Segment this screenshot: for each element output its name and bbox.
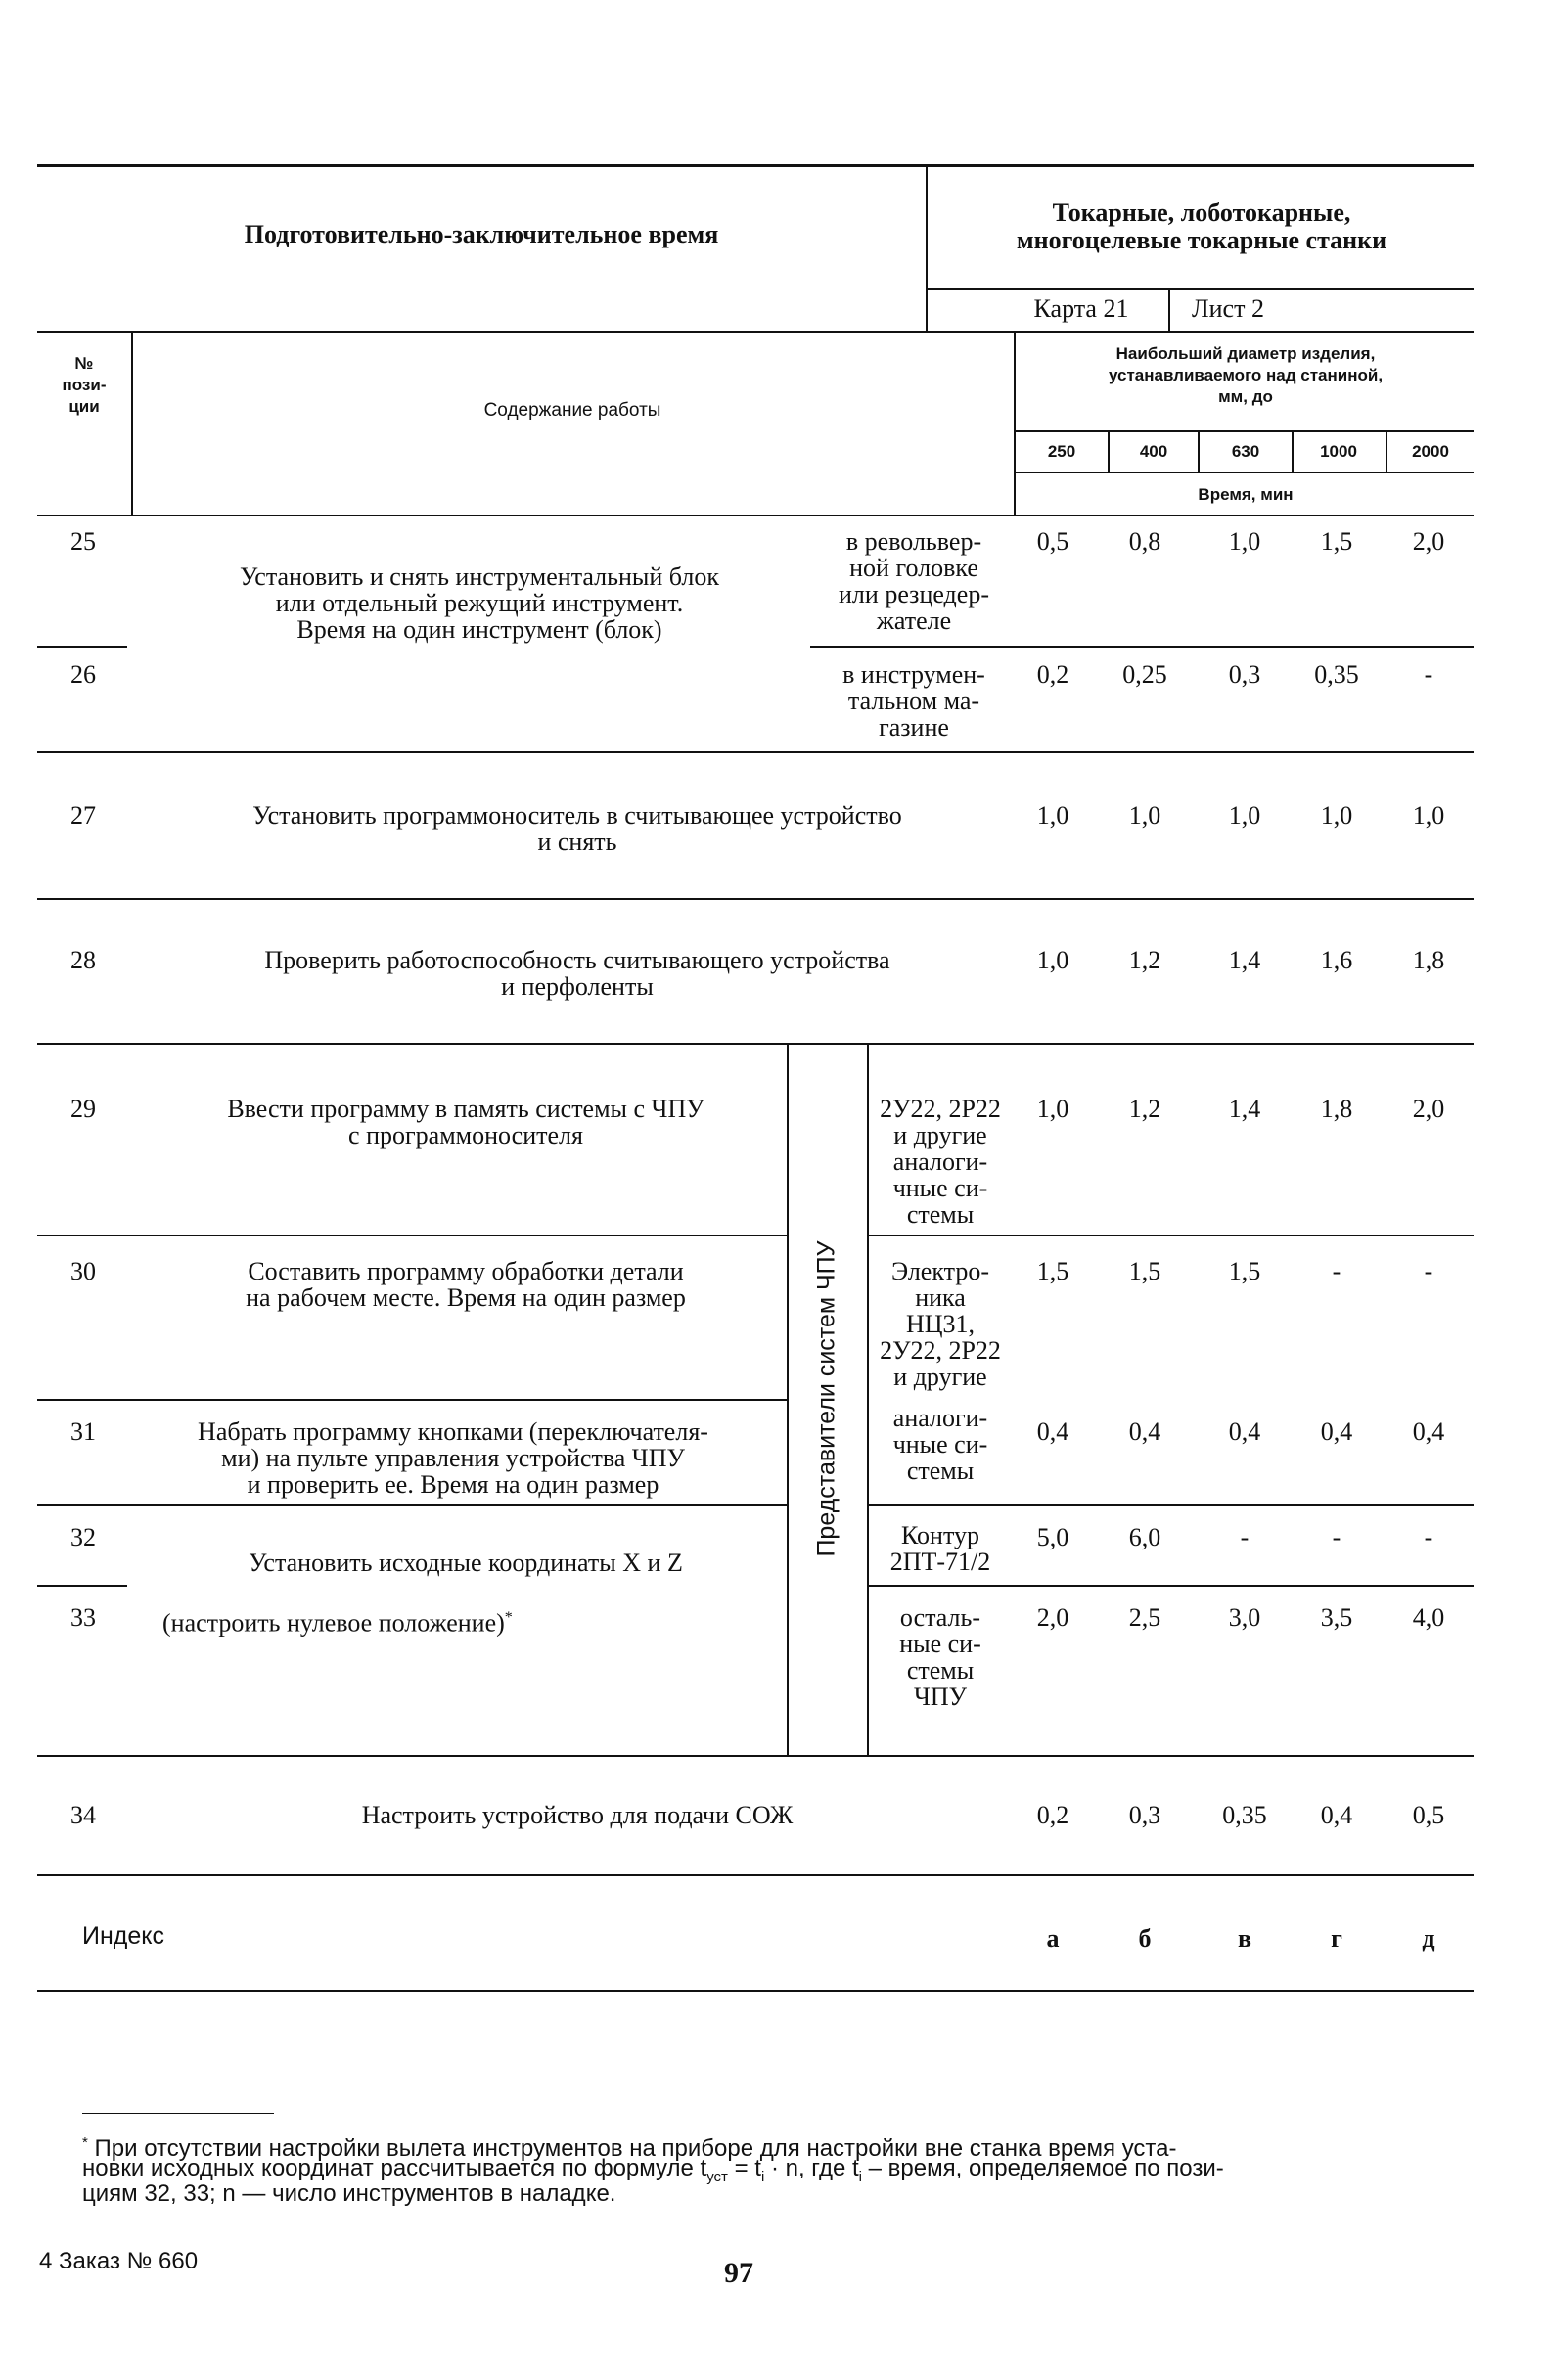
diam-header-1: Наибольший диаметр изделия, bbox=[1115, 344, 1376, 363]
column-header-bottom-rule bbox=[37, 515, 1474, 516]
row-28-number: 28 bbox=[70, 946, 96, 974]
row-31-bottom-rule-left bbox=[37, 1504, 787, 1506]
row-30-text-2: на рабочем месте. Время на один размер bbox=[246, 1283, 686, 1312]
row-26-v630: 0,3 bbox=[1228, 660, 1261, 689]
row-32-33-text-1: Установить исходные координаты X и Z bbox=[249, 1549, 683, 1577]
row-33-bottom-rule bbox=[37, 1755, 1474, 1757]
row-34-v2000: 0,5 bbox=[1412, 1801, 1445, 1829]
header-title-right-2: многоцелевые токарные станки bbox=[1016, 226, 1387, 254]
footnote-ref: * bbox=[504, 1609, 513, 1626]
row-28-text-2: и перфоленты bbox=[501, 972, 654, 1001]
diam-630: 630 bbox=[1231, 442, 1260, 461]
row-32-33-text-2: (настроить нулевое положение) bbox=[162, 1608, 505, 1638]
row-32-v1000: - bbox=[1332, 1523, 1341, 1551]
index-g: г bbox=[1331, 1924, 1342, 1953]
row-31-v400: 0,4 bbox=[1128, 1417, 1161, 1446]
row-30-sys-1: Электро- bbox=[891, 1257, 989, 1285]
row-29-sys-2: и другие bbox=[893, 1121, 987, 1149]
row-34-bottom-rule bbox=[37, 1874, 1474, 1876]
row-32-33-text-2-wrap bbox=[162, 1604, 513, 1637]
row-31-v630: 0,4 bbox=[1228, 1417, 1261, 1446]
row-33-number: 33 bbox=[70, 1603, 96, 1632]
row-33-sys-3: стемы bbox=[906, 1656, 975, 1684]
row-25-v2000: 2,0 bbox=[1412, 527, 1445, 556]
card-sheet-divider bbox=[1168, 288, 1170, 331]
row-26-v2000: - bbox=[1424, 660, 1433, 689]
diam-header-3: мм, до bbox=[1218, 387, 1273, 406]
row-30-v630: 1,5 bbox=[1228, 1257, 1261, 1285]
row-25-26-text-3: Время на один инструмент (блок) bbox=[296, 615, 662, 644]
diam-header-2: устанавливаемого над станиной, bbox=[1108, 366, 1384, 384]
row-30-v250: 1,5 bbox=[1036, 1257, 1069, 1285]
row-33-v1000: 3,5 bbox=[1320, 1603, 1353, 1632]
row-33-v2000: 4,0 bbox=[1412, 1603, 1445, 1632]
cnc-side-label-box bbox=[788, 1043, 866, 1755]
header-title-left: Подготовительно-заключительное время bbox=[244, 220, 719, 248]
row-31-bottom-rule-right bbox=[867, 1504, 1474, 1506]
pos-header-1: № bbox=[74, 354, 94, 373]
row-28-v1000: 1,6 bbox=[1320, 946, 1353, 974]
row-25-split-left bbox=[37, 646, 127, 648]
row-29-v400: 1,2 bbox=[1128, 1095, 1161, 1123]
index-label: Индекс bbox=[82, 1922, 164, 1950]
row-33-sys-2: ные си- bbox=[899, 1630, 981, 1658]
row-28-v2000: 1,8 bbox=[1412, 946, 1445, 974]
row-29-bottom-rule-left bbox=[37, 1235, 787, 1236]
row-32-v250: 5,0 bbox=[1036, 1523, 1069, 1551]
row-25-26-text-2: или отдельный режущий инструмент. bbox=[275, 589, 684, 617]
footnote-rule bbox=[82, 2113, 274, 2114]
row-25-split-right bbox=[810, 646, 1474, 648]
row-29-text-2: с программоносителя bbox=[348, 1121, 583, 1149]
row-30-text-1: Составить программу обработки детали bbox=[248, 1257, 684, 1285]
row-31-text-1: Набрать программу кнопками (переключателя- bbox=[198, 1417, 708, 1446]
row-25-sub-4: жателе bbox=[876, 606, 952, 635]
row-27-text-1: Установить программоноситель в считывающее устройство bbox=[252, 801, 902, 830]
row-34-text: Настроить устройство для подачи СОЖ bbox=[361, 1801, 794, 1829]
row-32-number: 32 bbox=[70, 1523, 96, 1551]
row-31-text-2: ми) на пульте управления устройства ЧПУ bbox=[221, 1444, 685, 1472]
pos-header-3: ции bbox=[68, 397, 100, 416]
row-29-v250: 1,0 bbox=[1036, 1095, 1069, 1123]
row-26-bottom-rule bbox=[37, 751, 1474, 753]
row-26-v250: 0,2 bbox=[1036, 660, 1069, 689]
footnote-sub-i2: i bbox=[858, 2168, 862, 2185]
row-32-split-left bbox=[37, 1585, 127, 1587]
row-27-v2000: 1,0 bbox=[1412, 801, 1445, 830]
content-header: Содержание работы bbox=[483, 400, 661, 421]
time-header: Время, мин bbox=[1198, 485, 1294, 504]
row-25-sub-2: ной головке bbox=[849, 554, 978, 582]
footnote-text-2c: · n, где t bbox=[764, 2155, 859, 2181]
diam-1000: 1000 bbox=[1320, 442, 1357, 461]
index-b: б bbox=[1138, 1924, 1152, 1953]
row-29-sys-3: аналоги- bbox=[892, 1147, 988, 1176]
row-30-bottom-rule bbox=[37, 1399, 787, 1401]
row-31-number: 31 bbox=[70, 1417, 96, 1446]
row-33-sys-4: ЧПУ bbox=[913, 1683, 968, 1711]
row-26-sub-2: тальном ма- bbox=[847, 687, 980, 715]
header-title-right-1: Токарные, лоботокарные, bbox=[1052, 199, 1351, 227]
row-28-v630: 1,4 bbox=[1228, 946, 1261, 974]
diam-values-rule-top bbox=[1014, 430, 1474, 432]
row-31-text-3: и проверить ее. Время на один размер bbox=[247, 1470, 659, 1499]
row-34-v630: 0,35 bbox=[1222, 1801, 1267, 1829]
index-a: а bbox=[1046, 1924, 1060, 1953]
cnc-side-label: Представители систем ЧПУ bbox=[812, 1240, 841, 1557]
row-30-number: 30 bbox=[70, 1257, 96, 1285]
row-30-sys-5: и другие bbox=[893, 1363, 987, 1391]
row-34-v400: 0,3 bbox=[1128, 1801, 1161, 1829]
row-30-sys-4: 2У22, 2Р22 bbox=[880, 1336, 1001, 1365]
row-31-v250: 0,4 bbox=[1036, 1417, 1069, 1446]
header-bottom-rule bbox=[37, 331, 1474, 333]
table-bottom-rule bbox=[37, 1990, 1474, 1992]
row-29-v2000: 2,0 bbox=[1412, 1095, 1445, 1123]
footnote-mark: * bbox=[82, 2134, 88, 2151]
row-25-sub-1: в револьвер- bbox=[845, 527, 982, 556]
row-34-number: 34 bbox=[70, 1801, 96, 1829]
row-33-v250: 2,0 bbox=[1036, 1603, 1069, 1632]
row-32-v2000: - bbox=[1424, 1523, 1433, 1551]
pos-col-divider bbox=[131, 331, 133, 515]
page-number: 97 bbox=[724, 2257, 753, 2289]
row-25-v630: 1,0 bbox=[1228, 527, 1261, 556]
row-26-v1000: 0,35 bbox=[1314, 660, 1359, 689]
row-29-number: 29 bbox=[70, 1095, 96, 1123]
row-27-text-2: и снять bbox=[537, 828, 617, 856]
row-29-sys-1: 2У22, 2Р22 bbox=[880, 1095, 1001, 1123]
row-28-bottom-rule bbox=[37, 1043, 1474, 1045]
row-28-text-1: Проверить работоспособность считывающего устройства bbox=[264, 946, 890, 974]
row-27-bottom-rule bbox=[37, 898, 1474, 900]
row-31-sys-1: аналоги- bbox=[892, 1404, 988, 1432]
row-26-sub-3: газине bbox=[879, 713, 949, 741]
footnote-text-2a: новки исходных координат рассчитывается по формуле t bbox=[82, 2155, 707, 2181]
row-30-sys-2: ника bbox=[915, 1283, 966, 1312]
row-30-v400: 1,5 bbox=[1128, 1257, 1161, 1285]
diam-values-rule-bottom bbox=[1014, 472, 1474, 473]
row-32-split-right bbox=[867, 1585, 1474, 1587]
card-label: Карта 21 bbox=[1033, 294, 1129, 323]
row-25-v1000: 1,5 bbox=[1320, 527, 1353, 556]
footnote-sub-ust: уст bbox=[706, 2168, 728, 2185]
row-30-sys-3: НЦ31, bbox=[905, 1310, 976, 1338]
diam-col-divider bbox=[1014, 331, 1016, 515]
diam-250: 250 bbox=[1047, 442, 1076, 461]
row-33-v400: 2,5 bbox=[1128, 1603, 1161, 1632]
row-30-v2000: - bbox=[1424, 1257, 1433, 1285]
row-27-number: 27 bbox=[70, 801, 96, 830]
row-29-bottom-rule-right bbox=[867, 1235, 1474, 1236]
d-div-2 bbox=[1198, 430, 1200, 472]
footnote-line-3: циям 32, 33; n — число инструментов в наладке. bbox=[82, 2180, 616, 2207]
sheet-label: Лист 2 bbox=[1192, 294, 1264, 323]
row-31-v1000: 0,4 bbox=[1320, 1417, 1353, 1446]
row-33-v630: 3,0 bbox=[1228, 1603, 1261, 1632]
row-27-v250: 1,0 bbox=[1036, 801, 1069, 830]
card-rule-top bbox=[926, 288, 1474, 290]
header-divider bbox=[926, 164, 928, 331]
row-31-v2000: 0,4 bbox=[1412, 1417, 1445, 1446]
pos-header-2: пози- bbox=[62, 376, 107, 394]
row-31-sys-3: стемы bbox=[906, 1457, 975, 1485]
row-28-v400: 1,2 bbox=[1128, 946, 1161, 974]
row-28-v250: 1,0 bbox=[1036, 946, 1069, 974]
diam-2000: 2000 bbox=[1412, 442, 1449, 461]
row-26-sub-1: в инструмен- bbox=[842, 660, 985, 689]
row-32-v630: - bbox=[1240, 1523, 1250, 1551]
row-25-number: 25 bbox=[70, 527, 96, 556]
footnote-text-2b: = t bbox=[727, 2155, 761, 2181]
row-32-sys-1: Контур bbox=[901, 1521, 979, 1549]
row-32-v400: 6,0 bbox=[1128, 1523, 1161, 1551]
row-25-v400: 0,8 bbox=[1128, 527, 1161, 556]
row-25-sub-3: или резцедер- bbox=[839, 580, 989, 608]
row-25-26-text-1: Установить и снять инструментальный блок bbox=[240, 562, 719, 591]
row-31-sys-2: чные си- bbox=[892, 1430, 988, 1459]
order-number: 4 Заказ № 660 bbox=[39, 2248, 199, 2274]
footnote-sub-i1: i bbox=[760, 2168, 765, 2185]
index-v: в bbox=[1237, 1924, 1252, 1953]
row-29-text-1: Ввести программу в память системы с ЧПУ bbox=[227, 1095, 704, 1123]
row-26-number: 26 bbox=[70, 660, 96, 689]
row-29-sys-4: чные си- bbox=[892, 1174, 988, 1202]
row-32-sys-2: 2ПТ-71/2 bbox=[889, 1548, 991, 1576]
top-rule bbox=[37, 164, 1474, 167]
row-26-v400: 0,25 bbox=[1122, 660, 1167, 689]
row-33-sys-1: осталь- bbox=[899, 1603, 981, 1632]
row-34-v250: 0,2 bbox=[1036, 1801, 1069, 1829]
row-29-v630: 1,4 bbox=[1228, 1095, 1261, 1123]
row-27-v400: 1,0 bbox=[1128, 801, 1161, 830]
row-34-v1000: 0,4 bbox=[1320, 1801, 1353, 1829]
index-d: д bbox=[1422, 1924, 1435, 1953]
row-29-v1000: 1,8 bbox=[1320, 1095, 1353, 1123]
row-30-v1000: - bbox=[1332, 1257, 1341, 1285]
row-27-v630: 1,0 bbox=[1228, 801, 1261, 830]
row-29-sys-5: стемы bbox=[906, 1200, 975, 1229]
row-25-v250: 0,5 bbox=[1036, 527, 1069, 556]
row-27-v1000: 1,0 bbox=[1320, 801, 1353, 830]
footnote-text-1: При отсутствии настройки вылета инструментов на приборе для настройки вне станка время уста- bbox=[94, 2135, 1177, 2162]
diam-400: 400 bbox=[1139, 442, 1168, 461]
footnote-text-2d: – время, определяемое по пози- bbox=[862, 2155, 1224, 2181]
